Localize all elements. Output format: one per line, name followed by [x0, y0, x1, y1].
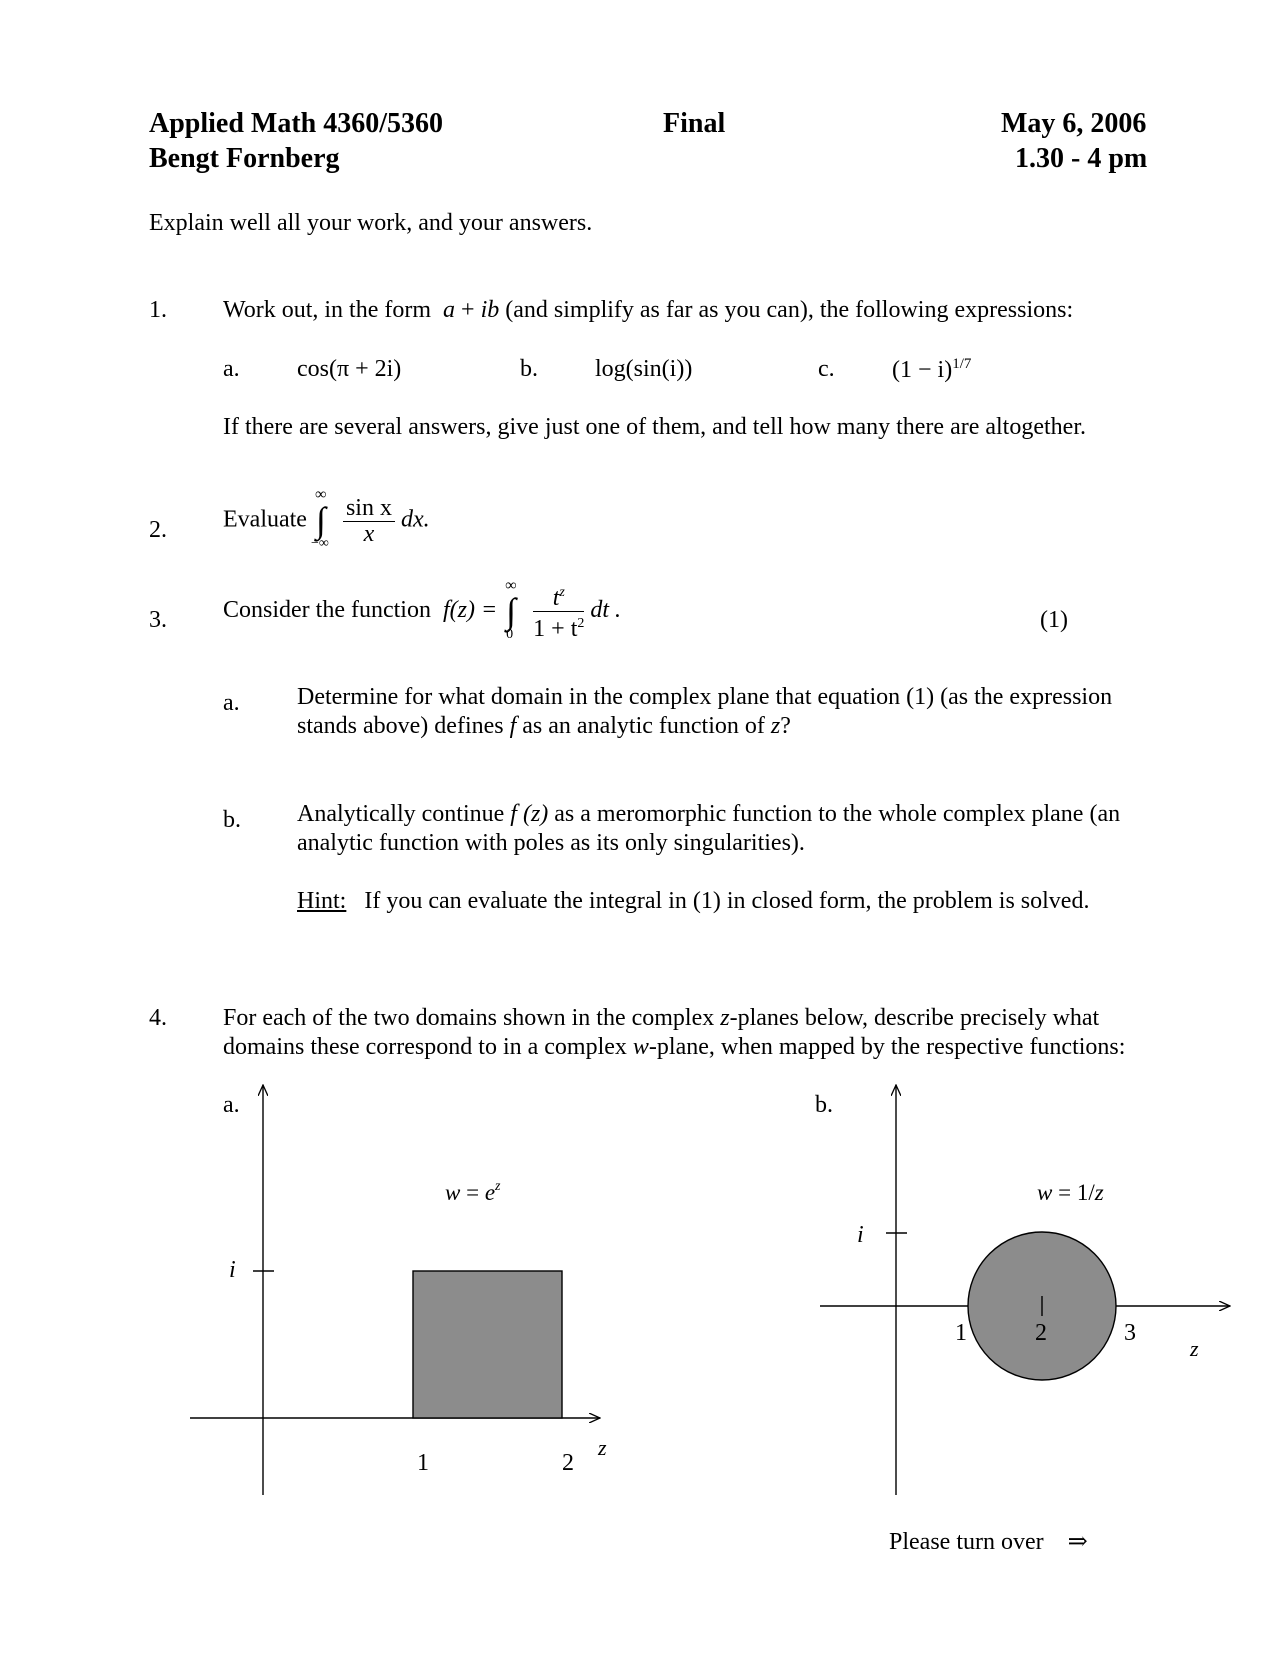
q3-hint: Hint: If you can evaluate the integral in (1) in closed form, the problem is solved.	[297, 888, 1090, 914]
q1-part-a-expr: cos(π + 2i)	[297, 356, 402, 382]
figure-a-i-label: i	[229, 1257, 236, 1283]
q1-number: 1.	[149, 297, 167, 323]
figure-b-x1-label: 1	[955, 1320, 967, 1346]
q3-number: 3.	[149, 607, 167, 633]
q1-note: If there are several answers, give just one of them, and tell how many there are altogether.	[223, 414, 1086, 440]
figure-b-z-label: z	[1190, 1336, 1199, 1361]
equation-label: (1)	[1040, 607, 1068, 633]
right-arrow-icon: ⇒	[1067, 1529, 1088, 1555]
q1-intro: Work out, in the form a + ib (and simplify as far as you can), the following expressions:	[223, 297, 1074, 323]
figure-b-x3-label: 3	[1124, 1320, 1136, 1346]
q1-part-a-label: a.	[223, 356, 240, 382]
q2-number: 2.	[149, 517, 167, 543]
figure-a-square-domain	[413, 1271, 562, 1418]
figure-a-x1-label: 1	[417, 1450, 429, 1476]
q3-part-a-line1: Determine for what domain in the complex plane that equation (1) (as the expression	[297, 684, 1113, 710]
instructions: Explain well all your work, and your answers.	[149, 210, 593, 236]
figure-a-mapping: $w = e^z$	[445, 1179, 501, 1205]
q1-part-c-expr: $(1 - i)^{1/7}$	[892, 356, 972, 383]
integral-sign: ∞ ∫ −∞	[310, 486, 329, 551]
exam-date: May 6, 2006	[1001, 108, 1147, 139]
integral-sign: ∞ ∫ 0	[505, 576, 517, 642]
figure-b-i-label: i	[857, 1222, 864, 1248]
course-title: Applied Math 4360/5360	[149, 108, 444, 139]
q2-expression: Evaluate ∞ ∫ −∞ $\frac{\text{sin x}}{x}$ dx.	[223, 486, 430, 551]
q3-part-b-line2: analytic function with poles as its only singularities).	[297, 830, 805, 856]
figure-b-x2-label: 2	[1035, 1320, 1047, 1346]
figure-a-label: a.	[223, 1092, 240, 1118]
q3-expression: Consider the function f(z) = ∞ ∫ 0 $\frac{t^z}{1 + t^2}$ dt .	[223, 576, 622, 642]
q4-line1: For each of the two domains shown in the complex z-planes below, describe precisely what	[223, 1005, 1100, 1031]
q3-part-b-label: b.	[223, 807, 241, 833]
figure-b-label: b.	[815, 1092, 833, 1118]
figure-b-mapping: w = 1/z	[1037, 1180, 1104, 1205]
q3-part-a-label: a.	[223, 690, 240, 716]
q3-fraction: $\frac{t^z}{1 + t^2}$	[533, 580, 584, 641]
exam-time: 1.30 - 4 pm	[1015, 143, 1148, 174]
q4-number: 4.	[149, 1005, 167, 1031]
figure-a	[190, 1085, 607, 1495]
turn-over-note: Please turn over ⇒	[889, 1529, 1088, 1555]
q4-line2: domains these correspond to in a complex w-plane, when mapped by the respective functions:	[223, 1034, 1126, 1060]
q1-part-b-label: b.	[520, 356, 538, 382]
q1-part-b-expr: log(sin(i))	[595, 356, 693, 382]
figure-a-z-label: z	[598, 1435, 607, 1460]
figure-a-x2-label: 2	[562, 1450, 574, 1476]
q2-fraction: $\frac{\text{sin x}}{x}$	[343, 495, 395, 546]
figure-b	[815, 1085, 1230, 1495]
instructor-name: Bengt Fornberg	[149, 143, 340, 174]
exam-title: Final	[663, 108, 726, 139]
q1-part-c-label: c.	[818, 356, 835, 382]
q3-part-b-line1: Analytically continue f (z) as a meromorphic function to the whole complex plane (an	[297, 801, 1121, 827]
q3-part-a-line2: stands above) defines f as an analytic function of z?	[297, 713, 791, 739]
